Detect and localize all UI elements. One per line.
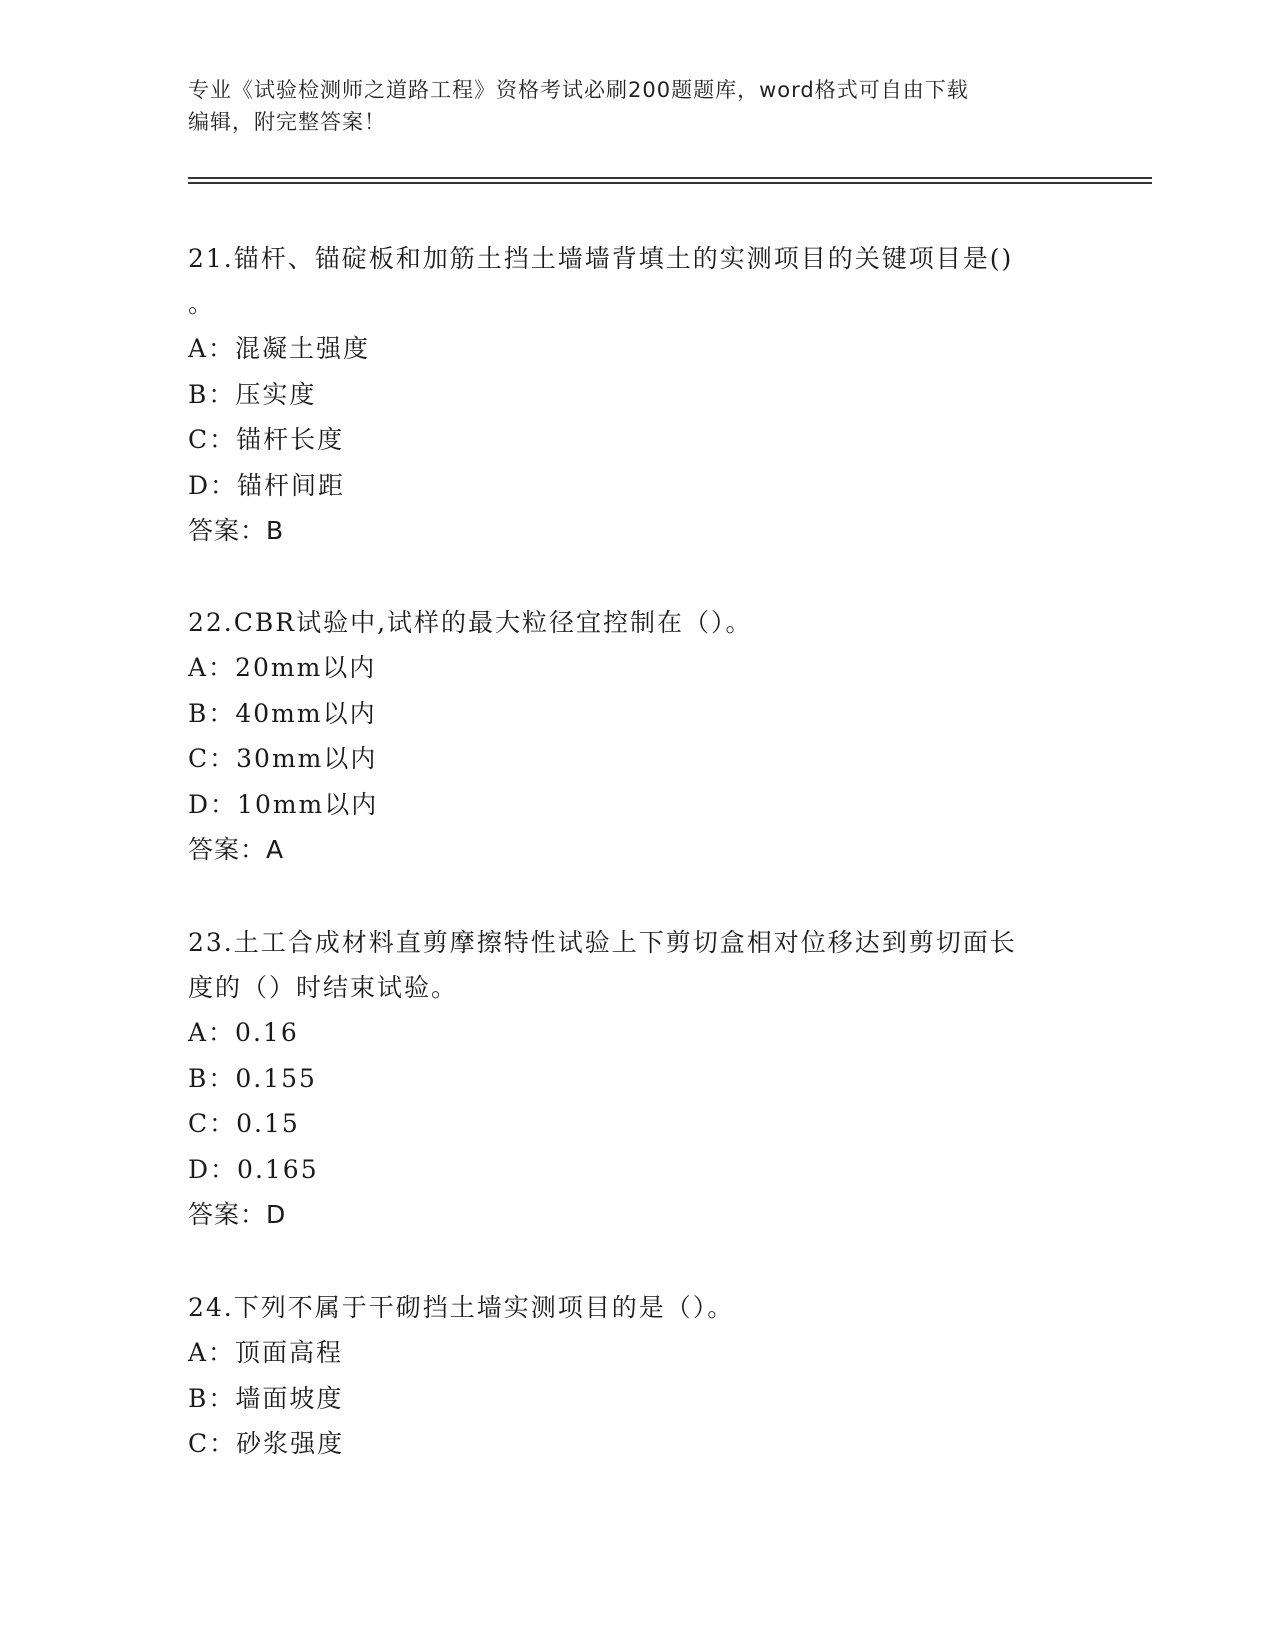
- option-a: A：20mm以内: [188, 653, 377, 682]
- question-22: [188, 600, 1088, 872]
- option-d: D：0.165: [188, 1154, 319, 1184]
- option-b: B：压实度: [188, 379, 317, 409]
- header-divider-bottom: [188, 182, 1152, 184]
- document-header: [188, 74, 1068, 138]
- option-d: D：锚杆间距: [188, 470, 346, 500]
- answer: 答案：B: [188, 516, 285, 545]
- question-21: [188, 236, 1088, 553]
- option-c: C：0.15: [188, 1109, 300, 1138]
- header-line-2: 编辑，附完整答案！: [188, 110, 386, 134]
- option-d: D：10mm以内: [188, 789, 379, 819]
- option-c: C：砂浆强度: [188, 1429, 345, 1458]
- question-24: [188, 1285, 1088, 1467]
- option-a: A：顶面高程: [188, 1338, 344, 1367]
- option-c: C：锚杆长度: [188, 425, 345, 454]
- question-stem-continued: 。: [188, 289, 216, 318]
- option-c: C：30mm以内: [188, 744, 378, 773]
- answer: 答案：A: [188, 835, 285, 864]
- question-stem: 21.锚杆、锚碇板和加筋土挡土墙墙背填土的实测项目的关键项目是(): [188, 244, 1014, 273]
- question-stem: 22.CBR试验中,试样的最大粒径宜控制在（）。: [188, 608, 753, 637]
- option-b: B：40mm以内: [188, 698, 377, 728]
- question-stem-continued: 度的（）时结束试验。: [188, 973, 459, 1002]
- header-divider-top: [188, 177, 1152, 179]
- option-a: A：0.16: [188, 1018, 299, 1047]
- option-b: B：墙面坡度: [188, 1383, 344, 1413]
- question-stem: 23.土工合成材料直剪摩擦特性试验上下剪切盒相对位移达到剪切面长: [188, 928, 1017, 957]
- answer: 答案：D: [188, 1200, 287, 1229]
- question-23: [188, 920, 1088, 1237]
- option-a: A：混凝土强度: [188, 334, 371, 363]
- option-b: B：0.155: [188, 1063, 317, 1093]
- question-stem: 24.下列不属于干砌挡土墙实测项目的是（）。: [188, 1293, 735, 1322]
- header-line-1: 专业《试验检测师之道路工程》资格考试必刷200题题库，word格式可自由下载: [188, 78, 969, 102]
